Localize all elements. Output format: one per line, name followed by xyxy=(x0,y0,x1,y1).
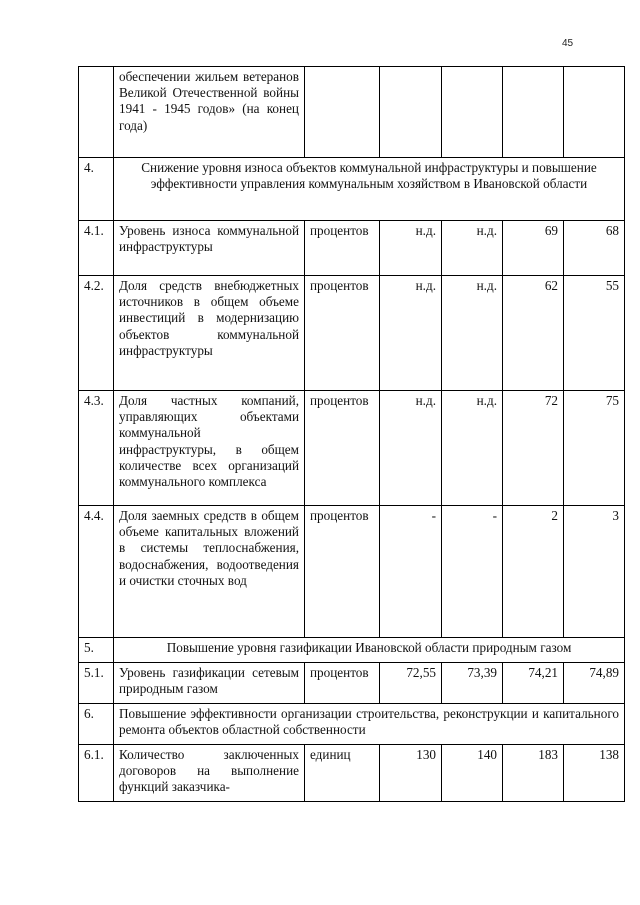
section-row xyxy=(79,638,625,663)
value-cell: 74,89 xyxy=(564,663,625,704)
section-row xyxy=(79,158,625,221)
row-number xyxy=(79,67,114,158)
indicator-name: Уровень газификации сетевым природным газом xyxy=(114,663,305,704)
row-number: 4.2. xyxy=(79,276,114,391)
value-cell: 74,21 xyxy=(503,663,564,704)
unit-cell: единиц xyxy=(305,745,380,802)
unit-cell: процентов xyxy=(305,276,380,391)
table-row xyxy=(79,663,625,704)
value-cell: 69 xyxy=(503,221,564,276)
indicator-name: Количество заключенных договоров на выполнение функций заказчика- xyxy=(114,745,305,802)
value-cell: 140 xyxy=(442,745,503,802)
table-row xyxy=(79,221,625,276)
row-number: 4.4. xyxy=(79,506,114,638)
unit-cell: процентов xyxy=(305,391,380,506)
value-cell xyxy=(564,67,625,158)
table-row xyxy=(79,506,625,638)
value-cell: - xyxy=(442,506,503,638)
row-number: 5.1. xyxy=(79,663,114,704)
value-cell: н.д. xyxy=(442,221,503,276)
section-number: 5. xyxy=(79,638,114,663)
value-cell xyxy=(503,67,564,158)
indicator-name: Уровень износа коммунальной инфраструктуры xyxy=(114,221,305,276)
section-number: 4. xyxy=(79,158,114,221)
unit-cell xyxy=(305,67,380,158)
table-row xyxy=(79,276,625,391)
value-cell: 73,39 xyxy=(442,663,503,704)
table-row xyxy=(79,67,625,158)
page-number: 45 xyxy=(562,38,574,49)
section-title: Снижение уровня износа объектов коммунальной инфраструктуры и повышение эффективности управления коммунальным хозяйством в Ивановской области xyxy=(114,158,625,221)
unit-cell: процентов xyxy=(305,663,380,704)
value-cell: 62 xyxy=(503,276,564,391)
table-row xyxy=(79,391,625,506)
section-title: Повышение уровня газификации Ивановской области природным газом xyxy=(114,638,625,663)
value-cell: н.д. xyxy=(442,391,503,506)
row-number: 4.3. xyxy=(79,391,114,506)
value-cell: 68 xyxy=(564,221,625,276)
row-number: 6.1. xyxy=(79,745,114,802)
unit-cell: процентов xyxy=(305,221,380,276)
value-cell: н.д. xyxy=(380,221,442,276)
value-cell: 130 xyxy=(380,745,442,802)
table-row xyxy=(79,745,625,802)
indicator-name: Доля средств внебюджетных источников в общем объеме инвестиций в модернизацию объектов коммунальной инфраструктуры xyxy=(114,276,305,391)
value-cell: 72,55 xyxy=(380,663,442,704)
value-cell: 75 xyxy=(564,391,625,506)
section-number: 6. xyxy=(79,704,114,745)
value-cell: 2 xyxy=(503,506,564,638)
indicator-name: обеспечении жильем ветеранов Великой Отечественной войны 1941 - 1945 годов» (на конец года) xyxy=(114,67,305,158)
indicators-table xyxy=(78,66,625,802)
value-cell: 55 xyxy=(564,276,625,391)
value-cell: 183 xyxy=(503,745,564,802)
value-cell: н.д. xyxy=(380,276,442,391)
indicator-name: Доля частных компаний, управляющих объектами коммунальной инфраструктуры, в общем количестве всех организаций коммунального комплекса xyxy=(114,391,305,506)
value-cell xyxy=(380,67,442,158)
section-row xyxy=(79,704,625,745)
unit-cell: процентов xyxy=(305,506,380,638)
value-cell xyxy=(442,67,503,158)
value-cell: 72 xyxy=(503,391,564,506)
value-cell: 138 xyxy=(564,745,625,802)
value-cell: - xyxy=(380,506,442,638)
section-title: Повышение эффективности организации строительства, реконструкции и капитального ремонта объектов областной собственности xyxy=(114,704,625,745)
value-cell: н.д. xyxy=(442,276,503,391)
row-number: 4.1. xyxy=(79,221,114,276)
value-cell: н.д. xyxy=(380,391,442,506)
value-cell: 3 xyxy=(564,506,625,638)
indicator-name: Доля заемных средств в общем объеме капитальных вложений в системы теплоснабжения, водоснабжения, водоотведения и очистки сточных вод xyxy=(114,506,305,638)
